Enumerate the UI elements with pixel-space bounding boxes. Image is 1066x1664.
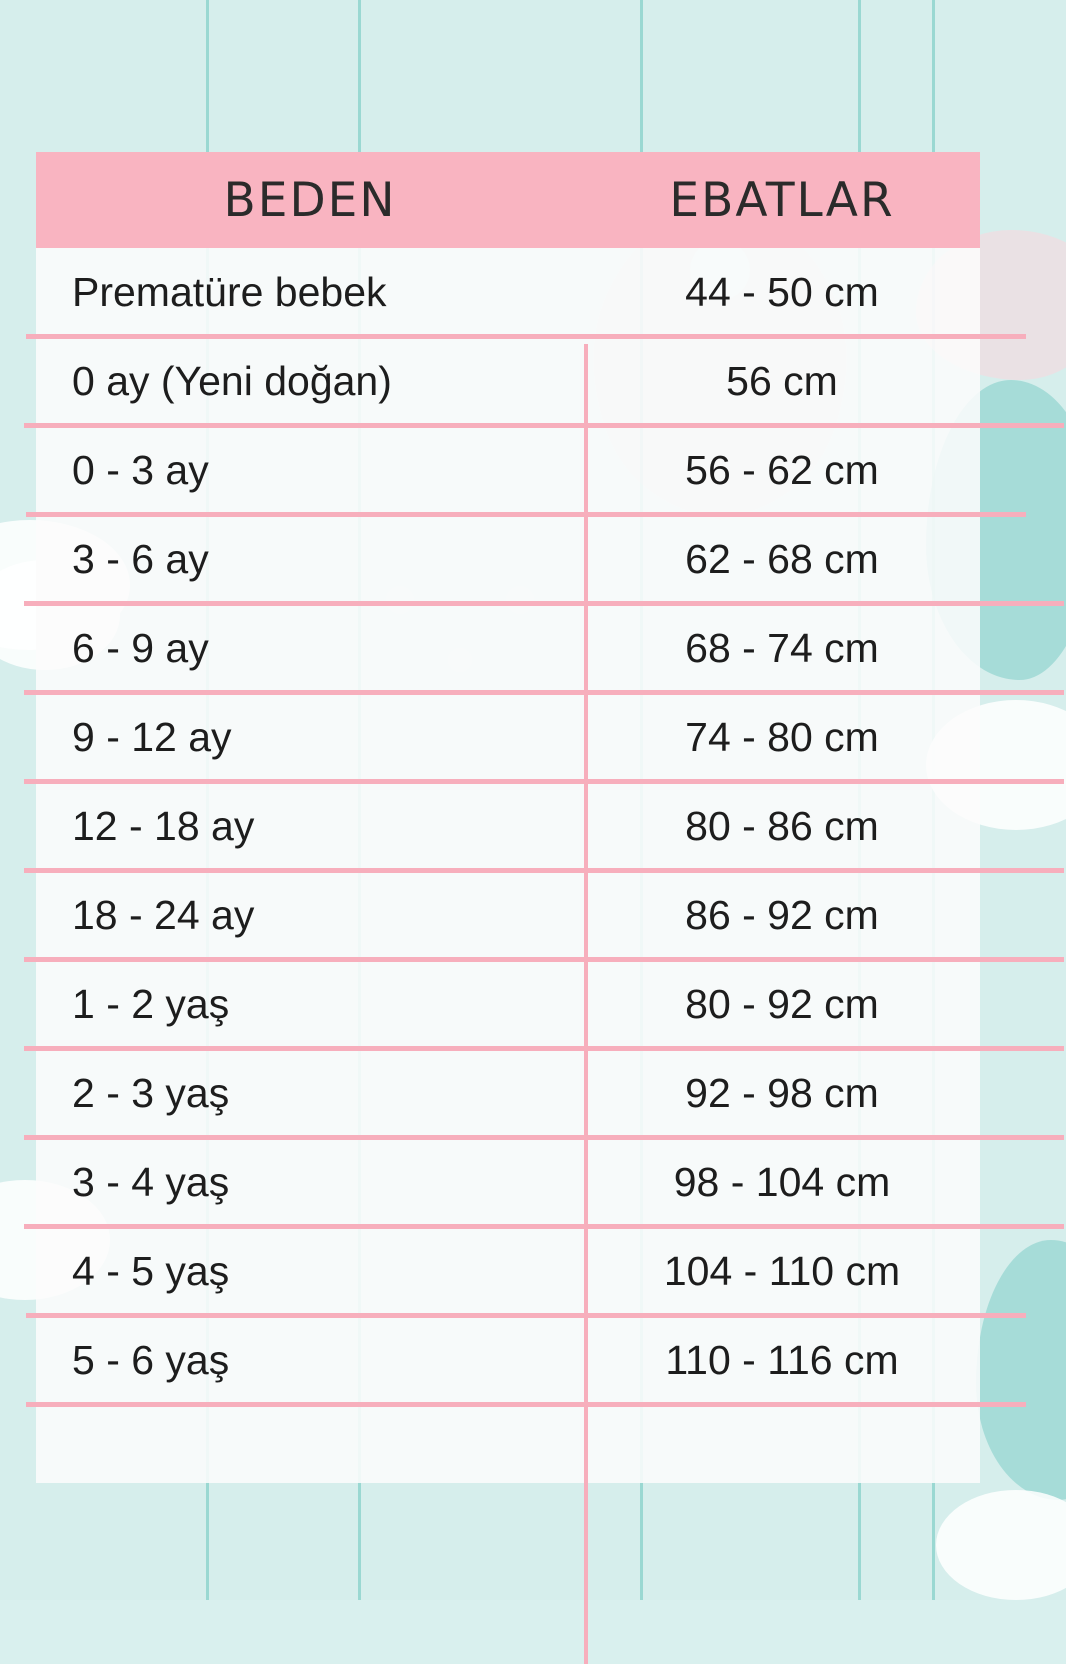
cell-ebat: 92 - 98 cm: [685, 1070, 879, 1116]
column-header-beden: BEDEN: [223, 172, 397, 228]
cell-beden: 2 - 3 yaş: [72, 1070, 230, 1116]
table-row: [36, 1138, 980, 1227]
table-body: [36, 248, 980, 1483]
blob-shape: [976, 1240, 1066, 1500]
cell-beden: 4 - 5 yaş: [72, 1248, 230, 1294]
table-row: [36, 1316, 980, 1405]
cell-beden: 3 - 4 yaş: [72, 1159, 230, 1205]
table-row: [36, 248, 980, 337]
cell-ebat: 98 - 104 cm: [673, 1159, 891, 1205]
row-divider: [26, 1402, 1026, 1407]
cell-ebat: 104 - 110 cm: [663, 1248, 901, 1294]
table-row: [36, 426, 980, 515]
table-row: [36, 1049, 980, 1138]
table-row: [36, 693, 980, 782]
cell-beden: 18 - 24 ay: [72, 892, 255, 938]
table-row: [36, 782, 980, 871]
table-row: [36, 871, 980, 960]
table-header-row: [36, 152, 980, 248]
cell-ebat: 74 - 80 cm: [685, 714, 879, 760]
cell-ebat: 44 - 50 cm: [685, 269, 879, 315]
cell-ebat: 56 cm: [726, 358, 838, 404]
cell-ebat: 86 - 92 cm: [685, 892, 879, 938]
cell-beden: Prematüre bebek: [72, 269, 387, 315]
cell-beden: 1 - 2 yaş: [72, 981, 230, 1027]
cell-beden: 3 - 6 ay: [72, 536, 209, 582]
table-row: [36, 960, 980, 1049]
cell-ebat: 68 - 74 cm: [685, 625, 879, 671]
cell-beden: 12 - 18 ay: [72, 803, 255, 849]
cell-ebat: 80 - 86 cm: [685, 803, 879, 849]
cell-beden: 0 - 3 ay: [72, 447, 209, 493]
table-row: [36, 1227, 980, 1316]
cloud-shape: [936, 1490, 1066, 1600]
cell-beden: 9 - 12 ay: [72, 714, 232, 760]
table-footer-spacer: [36, 1405, 980, 1483]
column-header-ebatlar: EBATLAR: [669, 172, 895, 228]
cell-ebat: 80 - 92 cm: [685, 981, 879, 1027]
cell-beden: 0 ay (Yeni doğan): [72, 358, 392, 404]
cell-ebat: 110 - 116 cm: [665, 1337, 899, 1383]
size-chart-table: [36, 152, 980, 1483]
table-row: [36, 515, 980, 604]
table-row: [36, 337, 980, 426]
cell-ebat: 62 - 68 cm: [685, 536, 879, 582]
cell-beden: 5 - 6 yaş: [72, 1337, 230, 1383]
table-row: [36, 604, 980, 693]
cell-beden: 6 - 9 ay: [72, 625, 209, 671]
cell-ebat: 56 - 62 cm: [685, 447, 879, 493]
